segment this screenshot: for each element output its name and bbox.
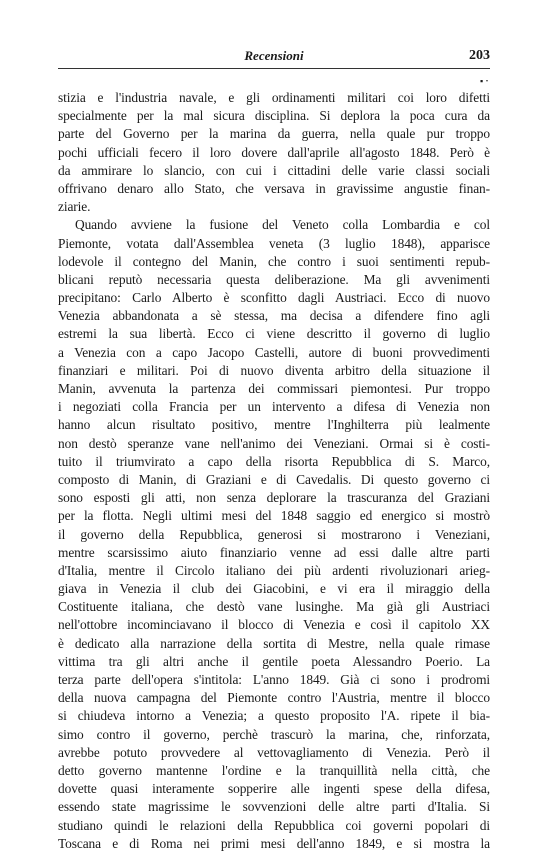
text-line: nell'ottobre incominciavano il blocco di Venezia e così il capitolo XX [58, 617, 490, 633]
text-line: è dedicato alla narrazione della sortita di Mestre, nella quale rimase [58, 635, 490, 651]
text-line: dovette quasi interamente sopperire alle ingenti spese della difesa, [58, 781, 490, 797]
text-line: finanziari e militari. Poi di nuovo diventa arbitro della situazione il [58, 362, 490, 378]
text-line: detto governo mantenne l'ordine e la tranquillità nella città, che [58, 762, 490, 778]
text-line: si chiudeva intorno a Venezia; a questo proposito l'A. ripete il bia- [58, 708, 490, 724]
text-line: Manin, avvenuta la partenza dei commissari piemontesi. Pur troppo [58, 381, 490, 396]
text-line: Piemonte, votata dall'Assemblea veneta (3 luglio 1848), apparisce [58, 235, 490, 251]
text-line: composto di Manin, di Graziani e di Cavedalis. Di questo governo ci [58, 471, 490, 487]
text-line: Venezia abbandonata a sè stessa, ma decisa a difendere fino agli [58, 308, 490, 324]
text-line: simo contro il governo, perchè trascurò la marina, che, rinforzata, [58, 726, 490, 742]
text-line: sono esposti gli atti, non senza deplorare la trascuranza del Graziani [58, 490, 490, 506]
text-line: parte del Governo per la marina da guerra, nella quale pur troppo [58, 126, 490, 142]
text-line: a Venezia con a capo Jacopo Castelli, autore di buoni provvedimenti [58, 344, 490, 360]
page-number: 203 [469, 48, 490, 63]
text-line: tuito il triumvirato a capo della risorta Repubblica di S. Marco, [58, 453, 490, 469]
text-line: ziarie. [58, 199, 91, 215]
text-line: specialmente per la mal sicura disciplina. Si deplora la poca cura da [58, 108, 490, 124]
text-line: offrivano denaro allo Stato, che versava in gravissime angustie finan- [58, 180, 490, 196]
text-line: hanno alcun risultato positivo, mentre l'Inghilterra più lealmente [58, 417, 490, 433]
text-line: giava in Venezia il club dei Giacobini, e vi era il miraggio della [58, 581, 490, 597]
text-line: avrebbe potuto provvedere al vettovagliamento di Venezia. Però il [58, 744, 490, 760]
text-line: della nuova campagna del Piemonte contro l'Austria, mentre il blocco [58, 690, 490, 706]
review-text [58, 89, 490, 853]
text-line: terza parte dell'opera s'intitola: L'anno 1849. Già ci sono i prodromi [58, 672, 490, 687]
text-line: lodevole il contegno del Manin, che contro i suoi sentimenti repub- [58, 253, 490, 269]
text-line: studiano quindi le relazioni della Repubblica coi governi popolari di [58, 817, 490, 833]
text-line: Costituente italiana, che destò vane lusinghe. Ma già gli Austriaci [58, 599, 490, 615]
text-line: blicani reputò necessaria questa deliberazione. Ma gli avvenimenti [58, 271, 490, 287]
text-line: per la flotta. Negli ultimi mesi del 1848 saggio ed energico si mostrò [58, 508, 490, 524]
text-line: stizia e l'industria navale, e gli ordinamenti militari coi loro difetti [58, 90, 490, 105]
text-line: i negoziati colla Francia per un intervento a difesa di Venezia non [58, 399, 490, 415]
text-line: estremi la sua libertà. Ecco ci viene descritto il governo di luglio [58, 326, 490, 342]
text-line: da ammirare lo slancio, con cui i cittadini delle varie classi sociali [58, 162, 490, 178]
text-line: mentre scarsissimo aiuto finanziario venne ad essi dalle altre parti [58, 544, 490, 560]
text-line: vittima tra gli altri anche il gentile poeta Alessandro Poerio. La [58, 653, 490, 669]
text-line: essendo state magrissime le sovvenzioni delle altre parti d'Italia. Si [58, 799, 490, 815]
page-header [58, 46, 490, 69]
running-title: Recensioni [244, 48, 304, 63]
text-line: pochi ufficiali fecero il loro dovere dall'aprile all'agosto 1848. Però è [58, 144, 490, 160]
text-line: non destò speranze vane nell'animo dei Veneziani. Ormai si è costi- [58, 435, 490, 451]
text-line: il governo della Repubblica, generosi si mostrarono i Veneziani, [58, 526, 490, 542]
text-line: Toscana e di Roma nei primi mesi dell'anno 1849, e si mostra la [58, 835, 490, 851]
print-marks: ▪ · [480, 76, 489, 86]
text-line: precipitano: Carlo Alberto è sconfitto dagli Austriaci. Ecco di nuovo [58, 290, 490, 306]
text-line: d'Italia, mentre il Circolo italiano dei più ardenti rivoluzionari arieg- [58, 562, 490, 578]
text-line: Quando avviene la fusione del Veneto colla Lombardia e col [75, 217, 490, 233]
